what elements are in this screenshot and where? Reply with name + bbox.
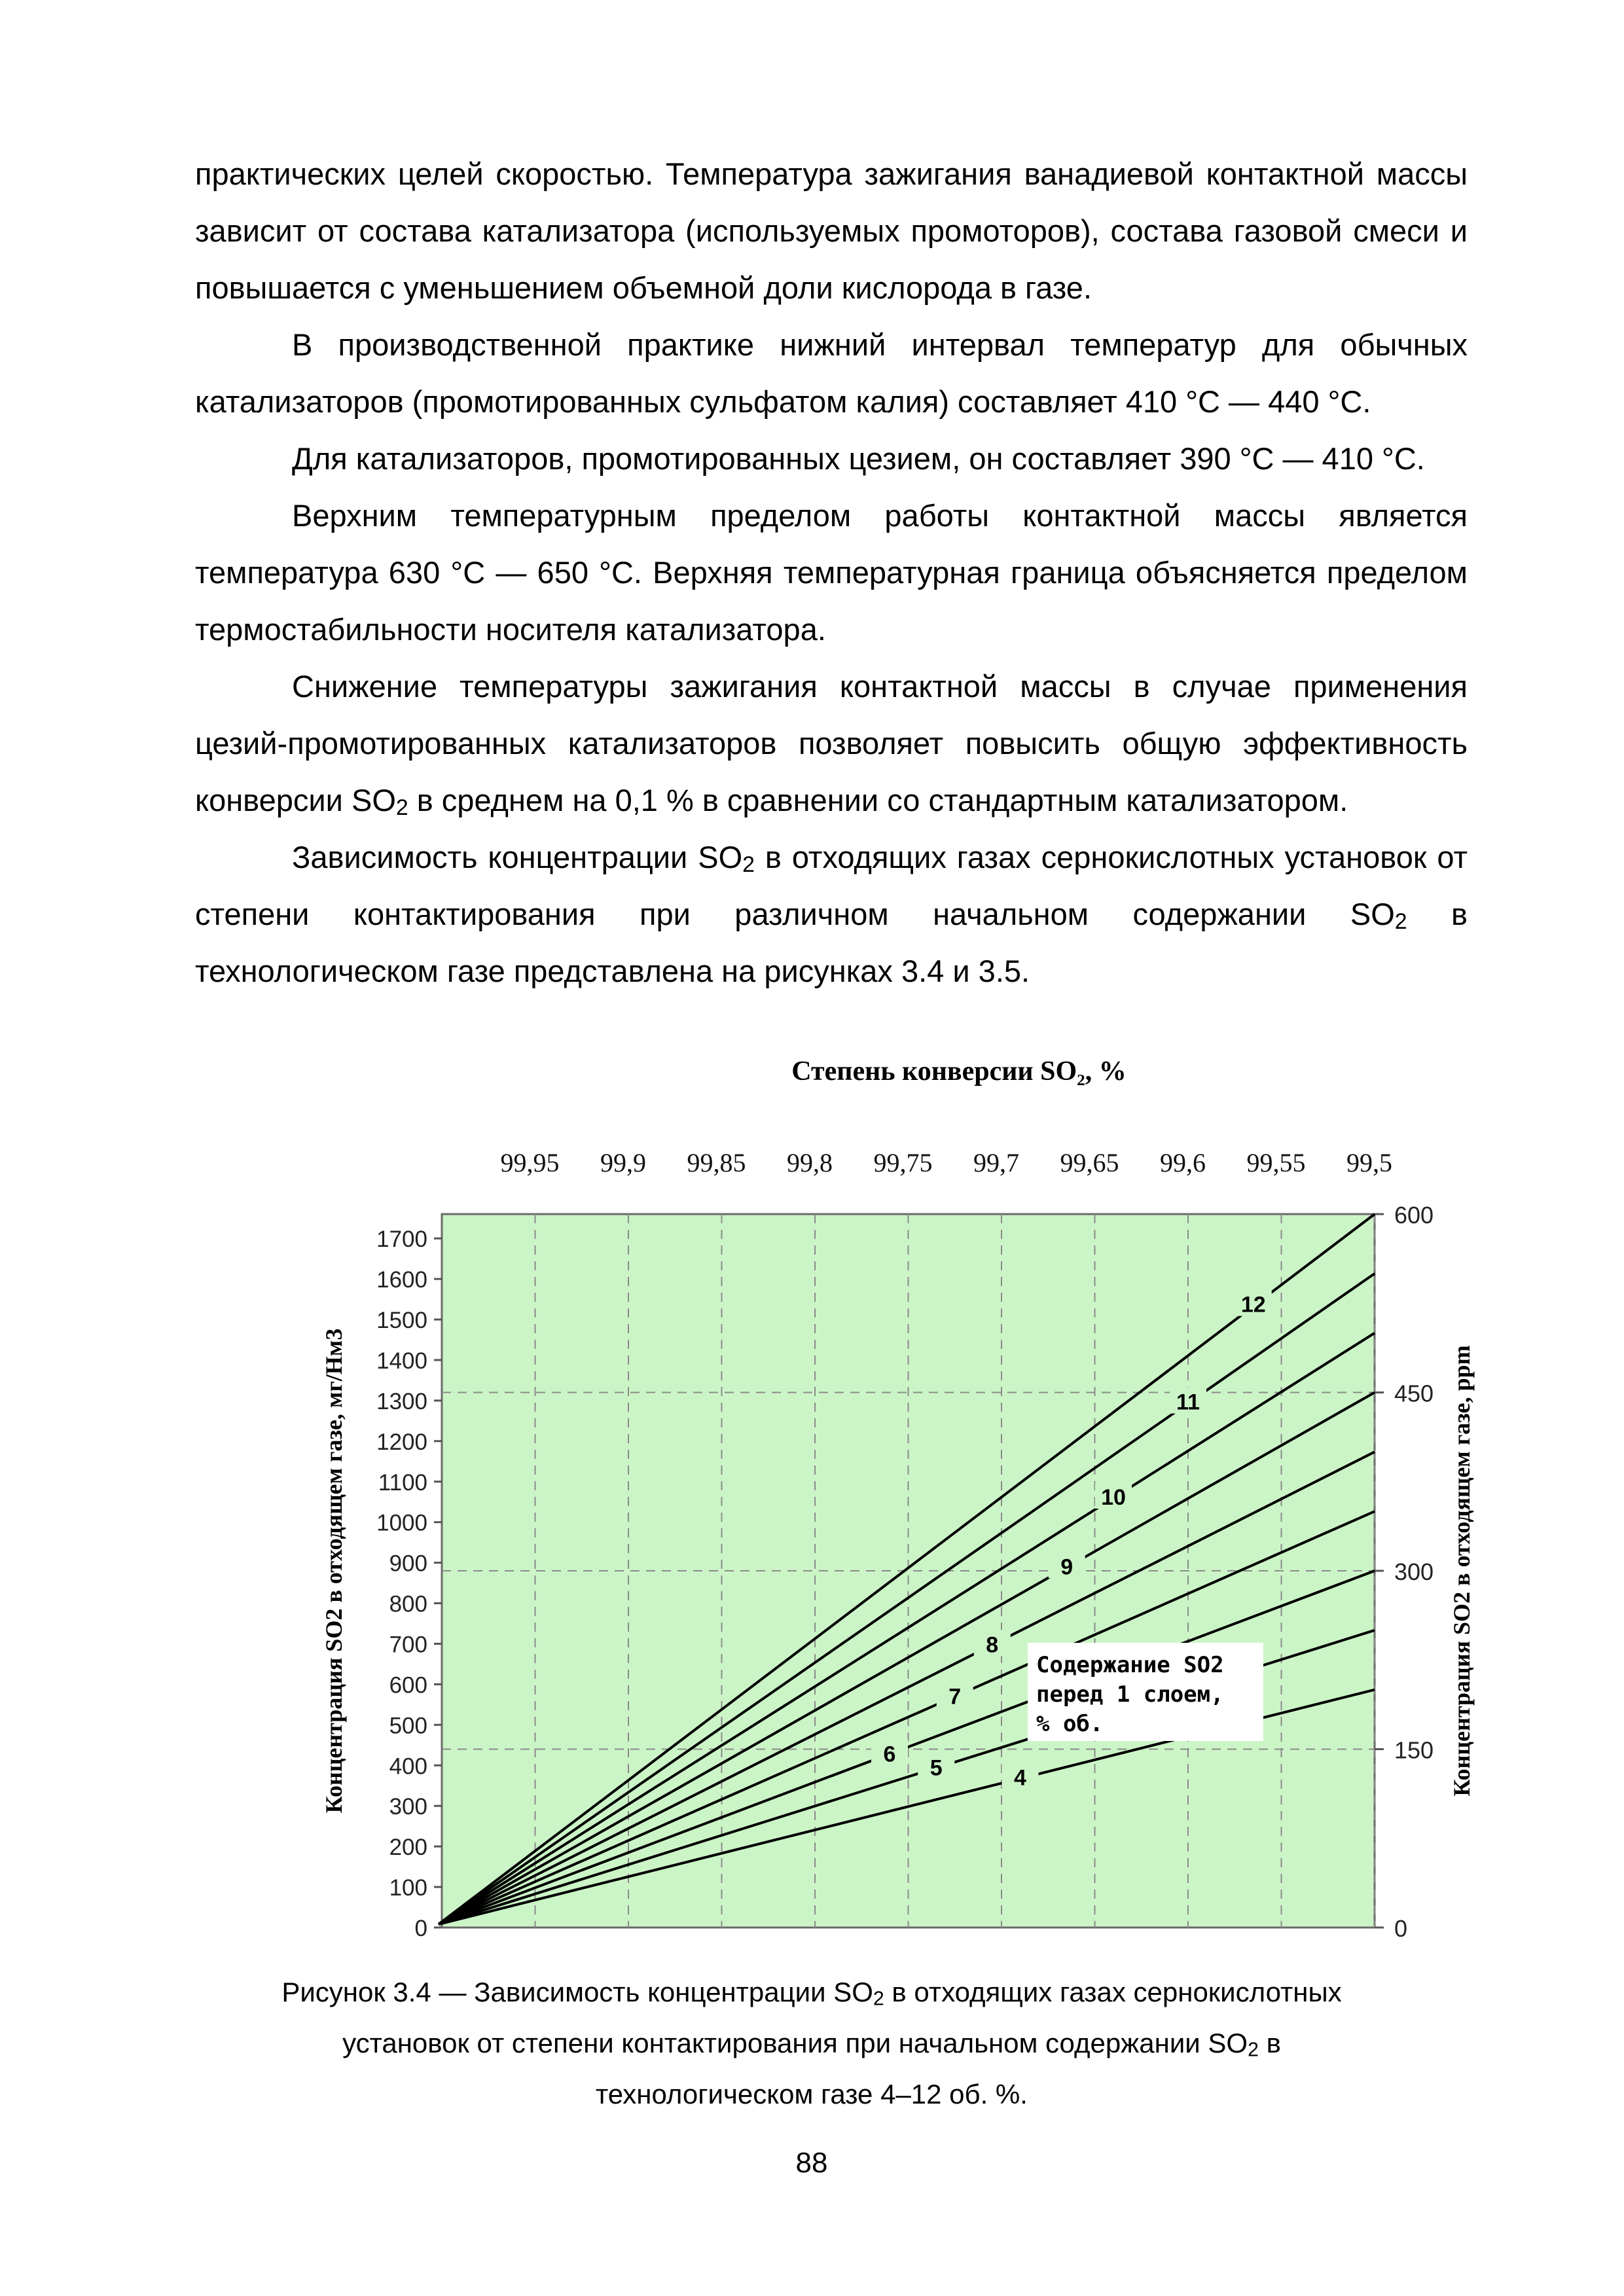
- left-tick-label: 1200: [376, 1429, 427, 1455]
- top-tick-label: 99,7: [973, 1148, 1019, 1177]
- series-label-6: 6: [883, 1742, 896, 1767]
- subscript: 2: [873, 1988, 884, 2010]
- top-tick-label: 99,8: [787, 1148, 833, 1177]
- left-tick-label: 1500: [376, 1308, 427, 1334]
- right-axis-label: Концентрация SO2 в отходящем газе, ppm: [1449, 1345, 1475, 1797]
- caption-line-1-a: Рисунок 3.4 — Зависимость концентрации SO: [281, 1977, 873, 2007]
- left-tick-label: 1300: [376, 1388, 427, 1414]
- left-tick-label: 600: [389, 1672, 427, 1698]
- top-tick-label: 99,9: [600, 1148, 646, 1177]
- series-label-8: 8: [986, 1632, 999, 1658]
- series-label-11: 11: [1176, 1390, 1200, 1415]
- legend-note-line: % об.: [1036, 1711, 1104, 1737]
- left-tick-label: 800: [389, 1591, 427, 1617]
- series-label-5: 5: [929, 1755, 943, 1781]
- left-tick-label: 100: [389, 1875, 427, 1901]
- paragraph-4: Верхним температурным пределом работы контактной массы является температура 630 °С — 650 °С. Верхняя температурная граница объясняется пределом термостабильности носителя катализатора.: [195, 498, 1468, 647]
- paragraph-5-part-a: Снижение температуры зажигания контактной массы в случае применения цезий-промотированных катализаторов позволяет повысить общую эффективность конверсии SO: [195, 669, 1468, 817]
- paragraph-1: практических целей скоростью. Температура зажигания ванадиевой контактной массы зависит от состава катализатора (используемых промоторов), состава газовой смеси и повышается с уменьшением объемной доли кислорода в газе.: [195, 156, 1468, 305]
- subscript: 2: [1394, 909, 1407, 935]
- left-tick-label: 1700: [376, 1227, 427, 1253]
- top-tick-label: 99,5: [1346, 1148, 1392, 1177]
- left-tick-label: 1600: [376, 1267, 427, 1293]
- legend-note-line: перед 1 слоем,: [1036, 1681, 1224, 1708]
- paragraph-5-part-b: в среднем на 0,1 % в сравнении со стандартным катализатором.: [408, 783, 1348, 817]
- right-tick-label: 600: [1394, 1202, 1434, 1229]
- left-tick-label: 300: [389, 1794, 427, 1820]
- paragraph-6-part-c: в технологическом газе представлена на рисунках 3.4 и 3.5.: [195, 897, 1468, 988]
- legend-note-line: Содержание SO2: [1036, 1652, 1224, 1678]
- page-number: 88: [795, 2147, 828, 2179]
- subscript: 2: [1248, 2039, 1259, 2061]
- left-tick-label: 1100: [378, 1469, 427, 1496]
- right-tick-label: 150: [1394, 1736, 1434, 1764]
- caption-line-2: [196, 2018, 1427, 2069]
- caption-line-1-b: в отходящих газах сернокислотных: [884, 1977, 1342, 2007]
- left-tick-label: 200: [389, 1835, 427, 1861]
- series-label-7: 7: [948, 1684, 962, 1710]
- top-tick-label: 99,95: [500, 1148, 560, 1177]
- left-tick-label: 900: [389, 1551, 427, 1577]
- figure-caption: [196, 1967, 1427, 2120]
- left-tick-label: 1000: [376, 1510, 427, 1536]
- caption-line-2-b: в: [1258, 2028, 1281, 2058]
- paragraph-6-part-b: в отходящих газах сернокислотных установок от степени контактирования при различном начальном содержании SO: [195, 840, 1468, 931]
- top-tick-label: 99,55: [1246, 1148, 1306, 1177]
- right-tick-label: 0: [1394, 1915, 1408, 1942]
- paragraph-2: В производственной практике нижний интервал температур для обычных катализаторов (промотированных сульфатом калия) составляет 410 °С — 440 °С.: [195, 327, 1468, 419]
- top-tick-label: 99,65: [1060, 1148, 1119, 1177]
- subscript: 2: [742, 852, 755, 878]
- right-tick-label: 450: [1394, 1380, 1434, 1407]
- caption-line-3: технологическом газе 4–12 об. %.: [596, 2079, 1028, 2109]
- caption-line-1: [196, 1967, 1427, 2018]
- left-axis-label: Концентрация SO2 в отходящем газе, мг/Нм3: [321, 1328, 347, 1814]
- top-tick-label: 99,6: [1160, 1148, 1206, 1177]
- left-tick-label: 500: [389, 1713, 427, 1739]
- series-label-12: 12: [1240, 1292, 1266, 1318]
- paragraph-3: Для катализаторов, промотированных цезием, он составляет 390 °С — 410 °С.: [292, 441, 1425, 476]
- paragraph-6-part-a: Зависимость концентрации SO: [292, 840, 743, 874]
- subscript: 2: [395, 795, 408, 821]
- series-label-10: 10: [1101, 1485, 1126, 1510]
- left-tick-label: 0: [414, 1916, 427, 1941]
- chart-title: Степень конверсии SO₂, %: [791, 1056, 1127, 1086]
- series-label-9: 9: [1060, 1554, 1074, 1580]
- left-tick-label: 400: [389, 1753, 427, 1780]
- right-tick-label: 300: [1394, 1558, 1434, 1585]
- series-label-4: 4: [1014, 1765, 1026, 1791]
- left-tick-label: 1400: [376, 1348, 427, 1374]
- caption-line-2-a: установок от степени контактирования при начальном содержании SO: [342, 2028, 1248, 2058]
- top-tick-label: 99,85: [687, 1148, 746, 1177]
- top-tick-label: 99,75: [873, 1148, 933, 1177]
- left-tick-label: 700: [389, 1632, 427, 1658]
